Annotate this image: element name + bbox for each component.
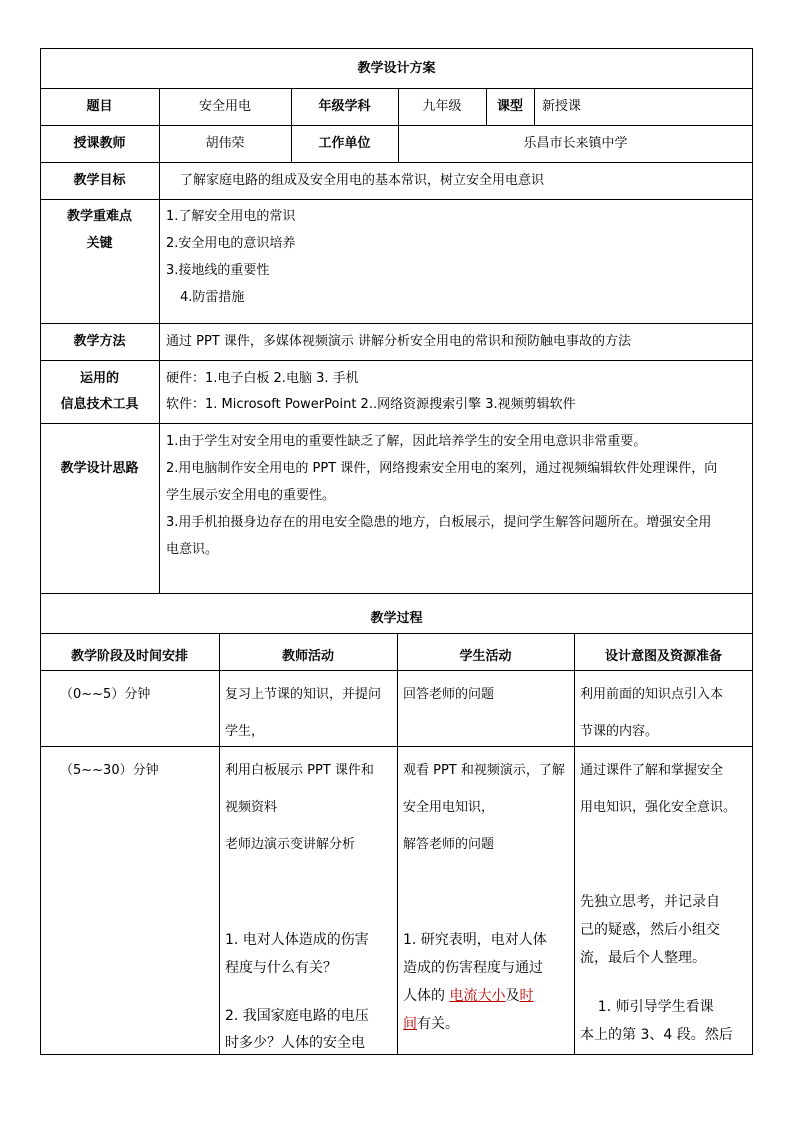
row2-teacher-question: 程度与什么有关？: [225, 960, 337, 976]
answer-text: 及: [505, 988, 520, 1004]
row2-student-line: 观看 PPT 和视频演示，了解: [403, 763, 565, 778]
row1-teacher-line: 学生，: [225, 724, 265, 739]
row2-teacher-question: 1. 电对人体造成的伤害: [225, 932, 369, 948]
goal-label: 教学目标: [73, 173, 126, 188]
row2-student-answer-line3: [403, 988, 533, 1005]
teacher-value: 胡伟荣: [205, 136, 245, 151]
row1-intent-line: 利用前面的知识点引入本: [580, 687, 724, 702]
goal-text: 了解家庭电路的组成及安全用电的基本常识，树立安全用电意识: [180, 173, 545, 188]
key-point-item: 4.防雷措施: [180, 290, 245, 305]
row2-student-answer: 造成的伤害程度与通过: [403, 960, 543, 976]
row2-student-line: 安全用电知识，: [403, 800, 495, 815]
row2-intent-line: 通过课件了解和掌握安全: [580, 763, 724, 778]
design-label: 教学设计思路: [60, 461, 139, 476]
method-label: 教学方法: [73, 334, 126, 349]
key-point-item: 1.了解安全用电的常识: [166, 209, 296, 224]
row1-stage: （0~~5）分钟: [60, 687, 151, 702]
answer-text: 有关。: [417, 1016, 459, 1032]
row1-teacher-line: 复习上节课的知识，并提问: [225, 687, 382, 702]
design-line: 学生展示安全用电的重要性。: [166, 488, 336, 503]
process-title: 教学过程: [370, 611, 423, 626]
key-point-item: 3.接地线的重要性: [166, 263, 270, 278]
lesson-type-label: 课型: [496, 99, 523, 114]
process-header-teacher: 教师活动: [281, 649, 334, 664]
row2-stage: （5~~30）分钟: [60, 763, 159, 778]
design-line: 3.用手机拍摄身边存在的用电安全隐患的地方，白板展示，提问学生解答问题所在。增强安全用: [166, 515, 712, 530]
topic-value: 安全用电: [198, 99, 251, 114]
grade-label: 年级学科: [318, 99, 371, 114]
highlight-current-size: 电流大小: [449, 988, 506, 1004]
row2-intent-line: 先独立思考，并记录自: [580, 894, 720, 910]
row2-teacher-question: 时多少？人体的安全电: [225, 1035, 365, 1051]
highlight-time: 时: [519, 988, 534, 1004]
teacher-label: 授课教师: [73, 136, 126, 151]
key-points-label-line1: 教学重难点: [66, 209, 132, 224]
row2-intent-line: 1. 师引导学生看课: [580, 999, 714, 1015]
unit-label: 工作单位: [318, 136, 371, 151]
design-line: 1.由于学生对安全用电的重要性缺乏了解，因此培养学生的安全用电意识非常重要。: [166, 434, 647, 449]
tools-software: 软件：1. Microsoft PowerPoint 2..网络资源搜索引擎 3.视频剪辑软件: [166, 397, 576, 412]
design-line: 2.用电脑制作安全用电的 PPT 课件，网络搜索安全用电的案列，通过视频编辑软件处理课件，向: [166, 461, 718, 476]
process-header-stage: 教学阶段及时间安排: [70, 649, 188, 664]
row2-student-answer-line4: [403, 1016, 459, 1033]
process-header-intent: 设计意图及资源准备: [604, 649, 722, 664]
lesson-type-value: 新授课: [542, 99, 582, 114]
unit-value: 乐昌市长来镇中学: [523, 136, 628, 151]
process-header-student: 学生活动: [459, 649, 512, 664]
tools-hardware: 硬件：1.电子白板 2.电脑 3. 手机: [166, 371, 359, 386]
tools-label-line1: 运用的: [79, 371, 119, 386]
method-text: 通过 PPT 课件，多媒体视频演示 讲解分析安全用电的常识和预防触电事故的方法: [166, 334, 632, 349]
row2-teacher-line: 利用白板展示 PPT 课件和: [225, 763, 374, 778]
row1-student-line: 回答老师的问题: [403, 687, 495, 702]
highlight-time-cont: 间: [403, 1016, 417, 1032]
row2-intent-line: 己的疑惑，然后小组交: [580, 922, 720, 938]
topic-label: 题目: [86, 99, 113, 114]
tools-label-line2: 信息技术工具: [60, 397, 139, 412]
row2-teacher-line: 老师边演示变讲解分析: [225, 837, 356, 852]
row2-teacher-question: 2. 我国家庭电路的电压: [225, 1008, 369, 1024]
answer-text: 人体的: [403, 988, 450, 1004]
row2-intent-line: 用电知识，强化安全意识。: [580, 800, 737, 815]
key-point-item: 2.安全用电的意识培养: [166, 236, 296, 251]
document-title: 教学设计方案: [357, 61, 436, 76]
grade-value: 九年级: [422, 99, 462, 114]
design-line: 电意识。: [166, 542, 219, 557]
row2-student-answer: 1. 研究表明，电对人体: [403, 932, 547, 948]
key-points-label-line2: 关键: [86, 236, 113, 251]
row1-intent-line: 节课的内容。: [580, 724, 659, 739]
row2-teacher-line: 视频资料: [225, 800, 278, 815]
row2-student-line: 解答老师的问题: [403, 837, 495, 852]
row2-intent-line: 流，最后个人整理。: [580, 950, 706, 966]
row2-intent-line: 本上的第 3、4 段。然后: [580, 1027, 733, 1043]
